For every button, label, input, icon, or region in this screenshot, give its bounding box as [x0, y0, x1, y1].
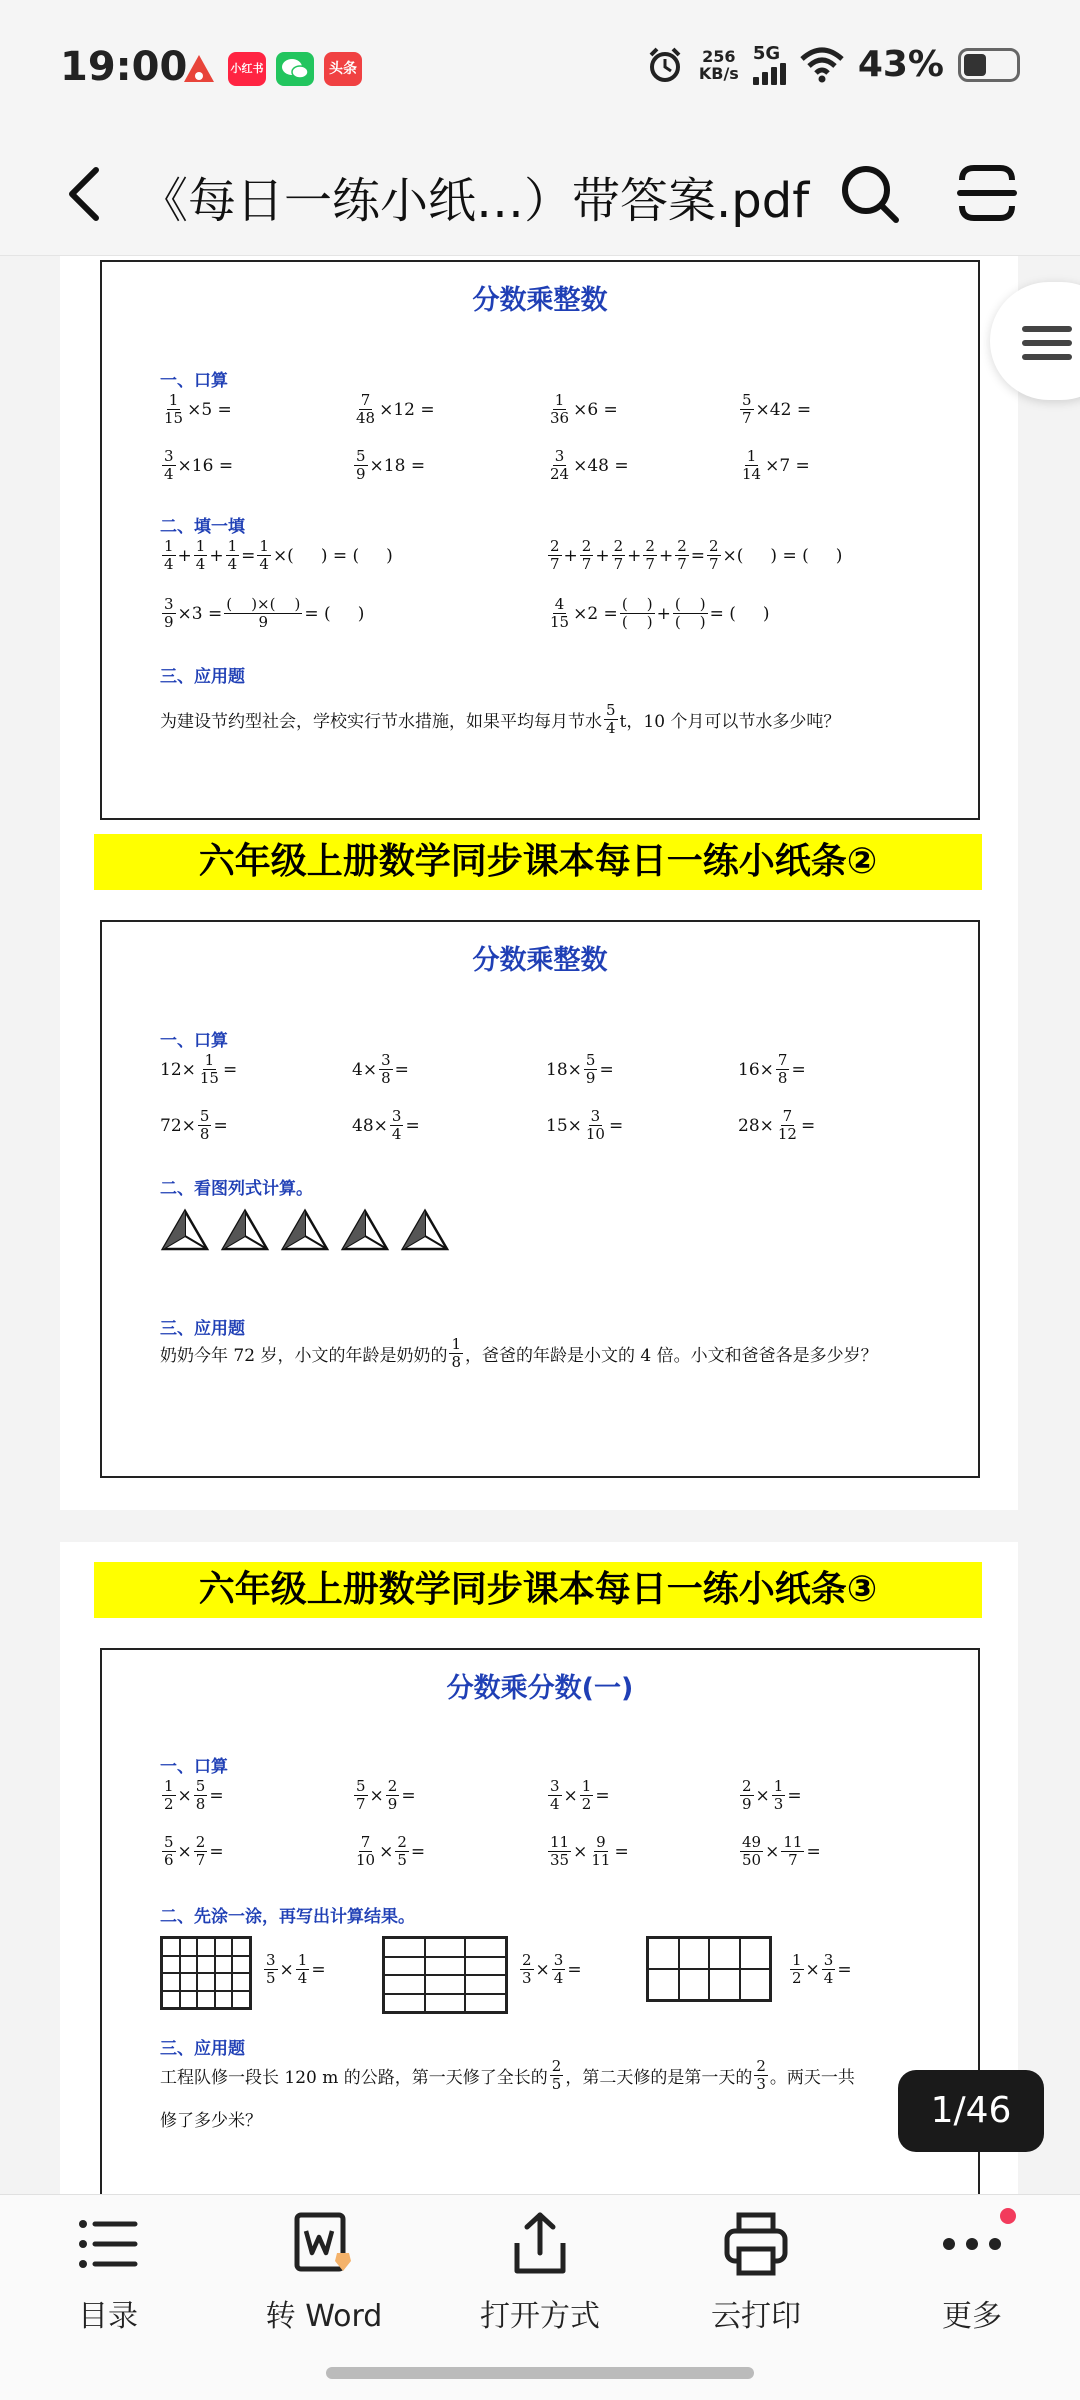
- problem: $\frac{1}{15}$ ×5 =: [164, 391, 232, 427]
- section-heading: 三、应用题: [160, 2039, 245, 2059]
- speed-value: 256: [702, 46, 736, 66]
- section-heading: 三、应用题: [160, 667, 245, 687]
- back-arrow-icon[interactable]: [58, 164, 118, 224]
- problem: $\frac{7}{10}$ × $\frac{2}{5}$ =: [356, 1833, 426, 1869]
- word-convert-icon: [289, 2209, 359, 2279]
- problem: $\frac{1}{4}$ + $\frac{1}{4}$ + $\frac{1}{4}$ = $\frac{1}{4}$ ×( ) = ( ): [164, 537, 393, 573]
- toutiao-icon: 头条: [324, 52, 362, 86]
- problem: $\frac{3}{4}$ ×16 =: [164, 447, 234, 483]
- problem: $\frac{7}{48}$ ×12 =: [356, 391, 435, 427]
- section-title: 分数乘分数(一): [446, 1673, 634, 1704]
- clock: 19:00: [60, 44, 188, 90]
- problem: 4× $\frac{3}{8}$ =: [352, 1051, 409, 1087]
- printer-icon: [721, 2209, 791, 2279]
- toolbar-label: 打开方式: [480, 2299, 600, 2334]
- notification-dot: [1000, 2208, 1016, 2224]
- problem: $\frac{4}{15}$ ×2 = $\frac{( )}{( )}$ + $\frac{( )}{( )}$ = ( ): [550, 595, 770, 631]
- toolbar-label: 转 Word: [265, 2299, 383, 2334]
- worksheet-box-2: [100, 920, 980, 1478]
- coloring-grid: [382, 1936, 508, 2014]
- worksheet-box-1: [100, 260, 980, 820]
- problem: 48× $\frac{3}{4}$ =: [352, 1107, 420, 1143]
- xiaohongshu-icon: 小红书: [228, 52, 266, 86]
- scan-icon[interactable]: [956, 162, 1018, 224]
- problem: $\frac{2}{7}$ + $\frac{2}{7}$ + $\frac{2}{7}$ + $\frac{2}{7}$ + $\frac{2}{7}$ = $\frac{2}{7}$ ×( ) = ( ): [550, 537, 843, 573]
- section-title: 分数乘整数: [472, 945, 608, 976]
- page-banner: 六年级上册数学同步课本每日一练小纸条③: [94, 1562, 982, 1618]
- triangle-figures: [160, 1208, 450, 1252]
- bottom-toolbar: [0, 2194, 1080, 2400]
- toolbar-cloud-print-button[interactable]: [676, 2209, 836, 2335]
- problem: $\frac{1}{36}$ ×6 =: [550, 391, 618, 427]
- problem: 18× $\frac{5}{9}$ =: [546, 1051, 614, 1087]
- alarm-icon: [645, 45, 685, 85]
- page-banner: 六年级上册数学同步课本每日一练小纸条②: [94, 834, 982, 890]
- problem: 15× $\frac{3}{10}$ =: [546, 1107, 624, 1143]
- problem: 28× $\frac{7}{12}$ =: [738, 1107, 816, 1143]
- title-bar: [0, 140, 1080, 256]
- problem: $\frac{1}{2}$ × $\frac{3}{4}$ =: [792, 1951, 852, 1987]
- problem: $\frac{49}{50}$ × $\frac{11}{7}$ =: [742, 1833, 821, 1869]
- pdf-page-2: [60, 1542, 1018, 2194]
- network-speed: [699, 48, 739, 82]
- section-heading: 一、口算: [160, 371, 228, 391]
- problem: 72× $\frac{5}{8}$ =: [160, 1107, 228, 1143]
- pdf-viewer[interactable]: [0, 256, 1080, 2194]
- wechat-icon: [276, 52, 314, 86]
- problem: $\frac{1}{2}$ × $\frac{5}{8}$ =: [164, 1777, 224, 1813]
- problem: $\frac{3}{9}$ ×3 = $\frac{( )\times( )}{9}$ = ( ): [164, 595, 365, 631]
- coloring-grid: [160, 1936, 252, 2010]
- problem: $\frac{3}{5}$ × $\frac{1}{4}$ =: [266, 1951, 326, 1987]
- document-title: 《每日一练小纸…）带答案.pdf: [140, 173, 810, 229]
- worksheet-box-3: [100, 1648, 980, 2194]
- problem: $\frac{5}{7}$ × $\frac{2}{9}$ =: [356, 1777, 416, 1813]
- more-icon: [937, 2209, 1007, 2279]
- problem: $\frac{5}{6}$ × $\frac{2}{7}$ =: [164, 1833, 224, 1869]
- list-icon: [73, 2209, 143, 2279]
- problem: $\frac{2}{3}$ × $\frac{3}{4}$ =: [522, 1951, 582, 1987]
- problem: $\frac{2}{9}$ × $\frac{1}{3}$ =: [742, 1777, 802, 1813]
- problem: $\frac{5}{7}$ ×42 =: [742, 391, 812, 427]
- share-icon: [505, 2209, 575, 2279]
- triangle-figure: [160, 1208, 210, 1252]
- app-notification-icon: [180, 52, 218, 86]
- page-indicator: 1/46: [898, 2070, 1044, 2152]
- section-heading: 二、先涂一涂，再写出计算结果。: [160, 1907, 415, 1927]
- toolbar-label: 云打印: [711, 2299, 801, 2334]
- battery-percent: 43%: [857, 44, 944, 85]
- battery-icon: [958, 48, 1020, 82]
- problem: 12× $\frac{1}{15}$ =: [160, 1051, 238, 1087]
- notification-icons: [180, 52, 362, 86]
- section-heading: 一、口算: [160, 1757, 228, 1777]
- home-indicator[interactable]: [326, 2367, 754, 2379]
- section-heading: 二、填一填: [160, 517, 245, 537]
- toolbar-toc-button[interactable]: [28, 2209, 188, 2335]
- toolbar-label: 更多: [942, 2299, 1002, 2334]
- triangle-figure: [340, 1208, 390, 1252]
- toolbar-more-button[interactable]: [892, 2209, 1052, 2335]
- word-problem: 奶奶今年 72 岁，小文的年龄是奶奶的 $\frac{1}{8}$ ，爸爸的年龄是小文的 4 倍。小文和爸爸各是多少岁？: [160, 1335, 878, 1371]
- network-type: 5G: [752, 42, 781, 64]
- word-problem: 工程队修一段长 120 m 的公路，第一天修了全长的 $\frac{2}{5}$ ，第二天修的是第一天的 $\frac{2}{3}$ 。两天一共: [160, 2057, 855, 2093]
- toolbar-open-with-button[interactable]: [460, 2209, 620, 2335]
- status-bar: [0, 0, 1080, 140]
- section-title: 分数乘整数: [472, 285, 608, 316]
- word-problem-line2: 修了多少米？: [160, 2111, 262, 2131]
- problem: $\frac{1}{14}$ ×7 =: [742, 447, 810, 483]
- pdf-page-1: [60, 256, 1018, 1510]
- problem: $\frac{11}{35}$ × $\frac{9}{11}$ =: [550, 1833, 629, 1869]
- toolbar-label: 目录: [78, 2299, 138, 2334]
- problem: $\frac{3}{24}$ ×48 =: [550, 447, 629, 483]
- section-heading: 二、看图列式计算。: [160, 1179, 313, 1199]
- section-heading: 三、应用题: [160, 1319, 245, 1339]
- wifi-icon: [800, 47, 844, 83]
- triangle-figure: [400, 1208, 450, 1252]
- search-icon[interactable]: [838, 162, 900, 224]
- word-problem: 为建设节约型社会，学校实行节水措施，如果平均每月节水 $\frac{5}{4}$ t，10 个月可以节水多少吨？: [160, 701, 841, 737]
- speed-unit: KB/s: [698, 63, 739, 83]
- toolbar-convert-word-button[interactable]: [244, 2209, 404, 2335]
- problem: $\frac{5}{9}$ ×18 =: [356, 447, 426, 483]
- triangle-figure: [220, 1208, 270, 1252]
- problem: 16× $\frac{7}{8}$ =: [738, 1051, 806, 1087]
- triangle-figure: [280, 1208, 330, 1252]
- problem: $\frac{3}{4}$ × $\frac{1}{2}$ =: [550, 1777, 610, 1813]
- coloring-grid: [646, 1936, 772, 2002]
- signal-icon: [753, 63, 786, 85]
- section-heading: 一、口算: [160, 1031, 228, 1051]
